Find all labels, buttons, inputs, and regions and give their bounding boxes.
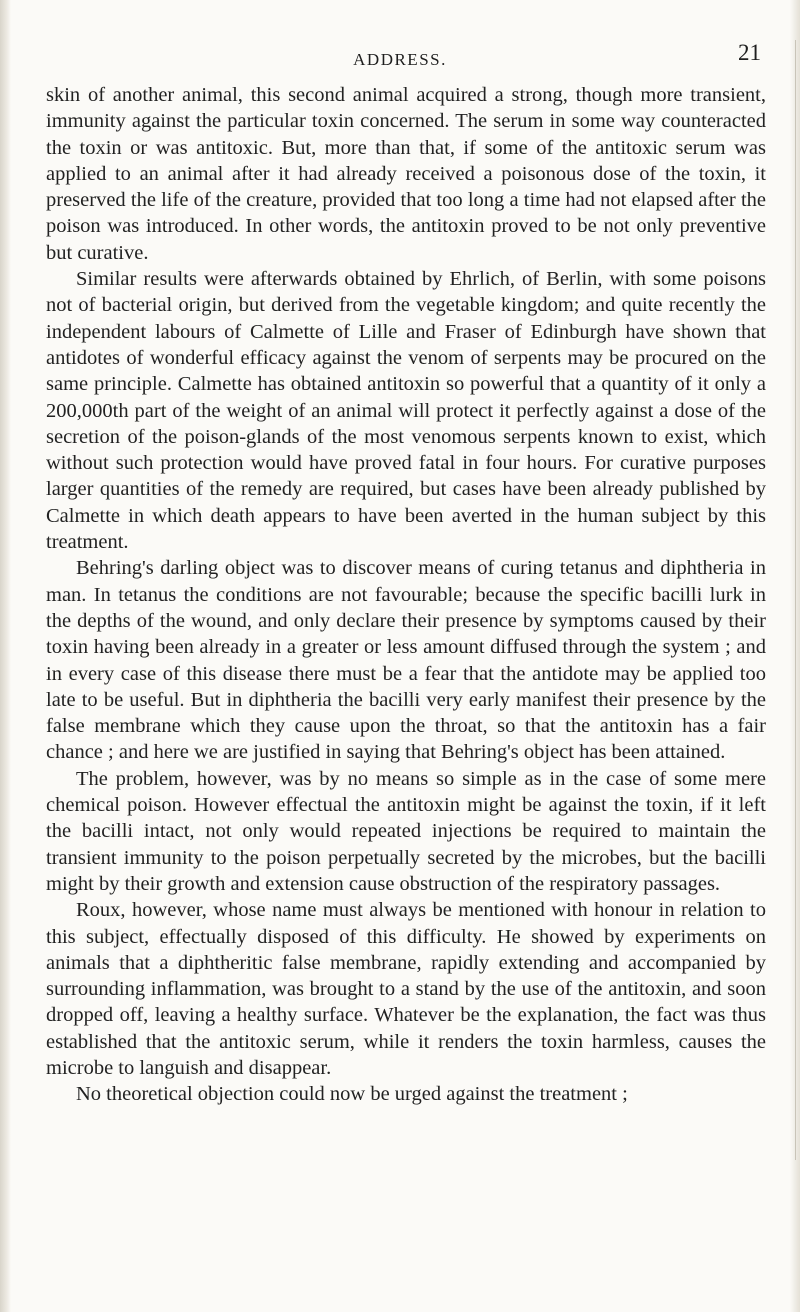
paragraph-2: Similar results were afterwards obtained by Ehrlich, of Berlin, with some poisons not of bacterial origin, but derived from the vegetable kingdom; and quite recently the independent labours of Calmette of Lille and Fraser of Edinburgh have shown that antidotes of wonderful efficacy against the venom of serpents may be procured on the same principle. Calmette has obtained antitoxin so powerful that a quantity of it only a 200,000th part of the weight of an animal will protect it perfectly against a dose of the secretion of the poison-glands of the most venomous serpents known to exist, which without such protection would have proved fatal in four hours. For curative purposes larger quantities of the remedy are required, but cases have been already published by Calmette in which death appears to have been averted in the human subject by this treatment. (46, 268, 766, 554)
paragraph-5: Roux, however, whose name must always be mentioned with honour in relation to this subject, effectually disposed of this difficulty. He showed by experiments on animals that a diphtheritic false membrane, rapidly extending and accompanied by surrounding inflammation, was brought to a stand by the use of the antitoxin, and soon dropped off, leaving a healthy surface. Whatever be the explanation, the fact was thus established that the antitoxic serum, while it renders the toxin harmless, causes the microbe to languish and disappear. (46, 899, 766, 1079)
running-title: ADDRESS. (353, 50, 447, 69)
paragraph-3: Behring's darling object was to discover means of curing tetanus and diphtheria in man. In tetanus the conditions are not favourable; because the specific bacilli lurk in the depths of the wound, and only declare their presence by symptoms caused by their toxin having been already in a greater or less amount diffused through the system ; and in every case of this disease there must be a fear that the antidote may be applied too late to be useful. But in diphtheria the bacilli very early manifest their presence by the false membrane which they cause upon the throat, so that the antitoxin has a fair chance ; and here we are justified in saying that Behring's object has been attained. (46, 557, 766, 764)
page-edge-line (795, 40, 796, 1160)
paragraph-6: No theoretical objection could now be urged against the treatment ; (76, 1083, 628, 1106)
page-binding-edge (0, 0, 11, 1312)
page-number: 21 (738, 40, 761, 65)
paragraph-1: skin of another animal, this second animal acquired a strong, though more transient, immunity against the particular toxin concerned. The serum in some way counteracted the toxin or was antitoxic. But, more than that, if some of the antitoxic serum was applied to an animal after it had already received a poisonous dose of the toxin, it preserved the life of the creature, provided that too long a time had not elapsed after the poison was introduced. In other words, the antitoxin proved to be not only preventive but curative. (46, 84, 766, 264)
paragraph-4: The problem, however, was by no means so simple as in the case of some mere chemical poison. However effectual the antitoxin might be against the toxin, if it left the bacilli intact, not only would repeated injections be required to maintain the transient immunity to the poison perpetually secreted by the microbes, but the bacilli might by their growth and extension cause obstruction of the respiratory passages. (46, 767, 766, 895)
running-head (0, 40, 800, 80)
body-text (46, 82, 766, 1108)
